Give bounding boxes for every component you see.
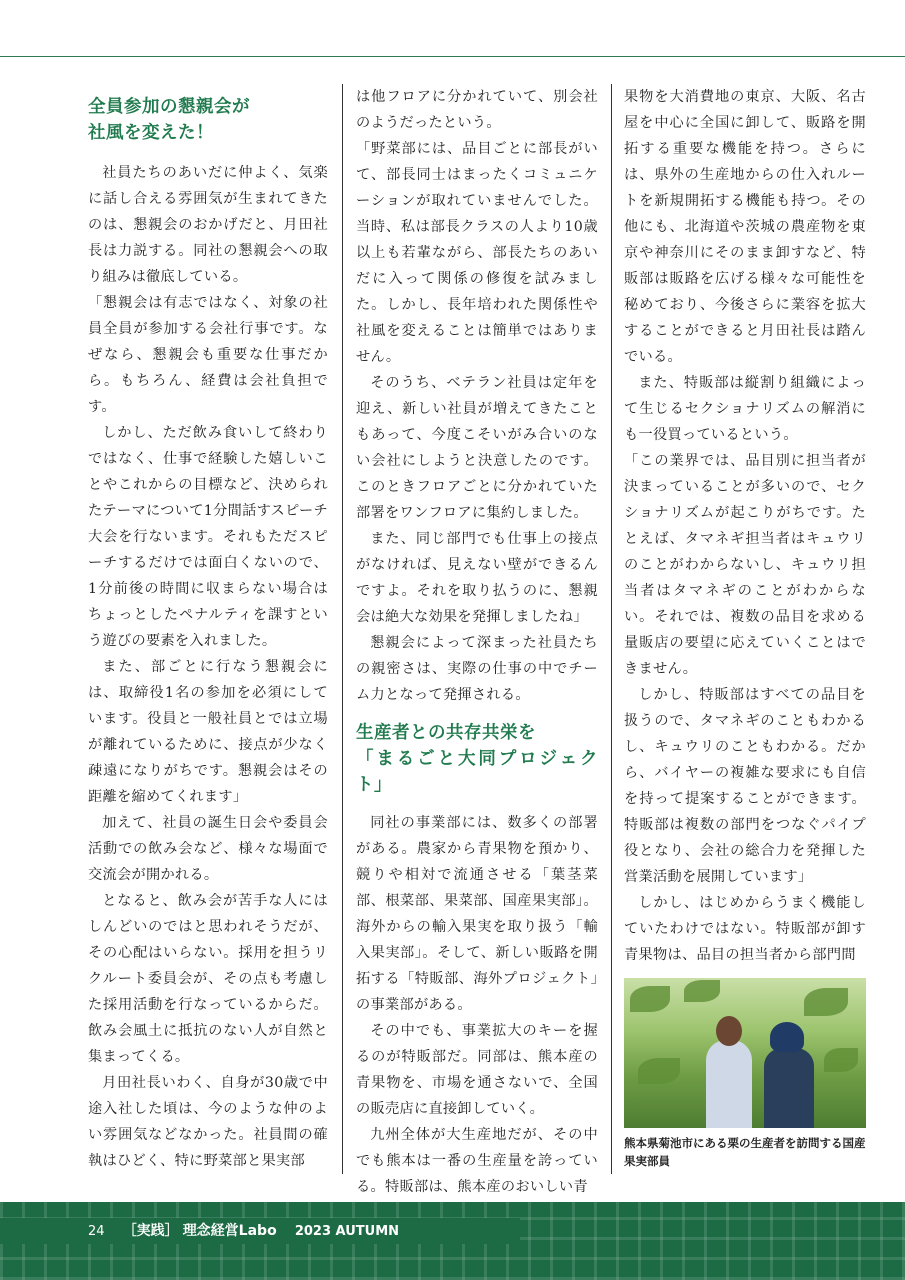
top-rule — [0, 56, 905, 57]
paragraph: 「この業界では、品目別に担当者が決まっていることが多いので、セクショナリズムが起こりがちです。たとえば、タマネギ担当者はキュウリのことがわからないし、キュウリ担当者はタマネギのことがわからない。それでは、複数の品目を求める量販店の要望に応えていくことはできません。 — [624, 453, 866, 677]
article-column-1 — [88, 84, 328, 1174]
leaf-shape — [804, 988, 848, 1016]
heading-line: 生産者との共存共栄を — [356, 723, 536, 743]
leaf-shape — [824, 1048, 858, 1072]
paragraph: 果物を大消費地の東京、大阪、名古屋を中心に全国に卸して、販路を開拓する重要な機能を持つ。さらには、県外の生産地からの仕入れルートを新規開拓する機能も持つ。その他にも、北海道や茨城の農産物を東京や神奈川にそのまま卸すなど、特販部は販路を広げる様々な可能性を秘めており、今後さらに業容を拡大することができると月田社長は踏んでいる。 — [624, 89, 866, 365]
magazine-name: 理念経営Labo — [182, 1223, 277, 1239]
paragraph: 「懇親会は有志ではなく、対象の社員全員が参加する会社行事です。なぜなら、懇親会も重要な仕事だから。もちろん、経費は会社負担です。 — [88, 295, 328, 415]
page-number: 24 — [88, 1224, 105, 1239]
paragraph: 月田社長いわく、自身が30歳で中途入社した頃は、今のような仲のよい雰囲気などなかった。社員間の確執はひどく、特に野菜部と果実部 — [88, 1075, 328, 1169]
paragraph: となると、飲み会が苦手な人にはしんどいのではと思われそうだが、その心配はいらない。採用を担うリクルート委員会が、その点も考慮した採用活動を行なっているからだ。飲み会風土に抵抗のない人が自然と集まってくる。 — [88, 893, 328, 1065]
paragraph: また、特販部は縦割り組織によって生じるセクショナリズムの解消にも一役買っているという。 — [624, 375, 866, 443]
person-head-hat — [770, 1022, 804, 1052]
paragraph: しかし、特販部はすべての品目を扱うので、タマネギのこともわかるし、キュウリのこともわかる。だから、バイヤーの複雑な要求にも自信を持って提案することができます。特販部は複数の部門をつなぐパイプ役となり、会社の総合力を発揮した営業活動を展開しています」 — [624, 687, 866, 885]
heading-line: 全員参加の懇親会が — [88, 97, 250, 117]
heading-line: 「まるごと大同プロジェクト」 — [356, 749, 598, 795]
leaf-shape — [684, 980, 720, 1002]
paragraph: 九州全体が大生産地だが、その中でも熊本は一番の生産量を誇っている。特販部は、熊本産のおいしい青 — [356, 1127, 598, 1195]
section-label: ［実践］ — [122, 1223, 179, 1239]
paragraph: その中でも、事業拡大のキーを握るのが特販部だ。同部は、熊本産の青果物を、市場を通さないで、全国の販売店に直接卸していく。 — [356, 1023, 598, 1117]
column-divider — [342, 84, 343, 1174]
article-column-3 — [624, 84, 866, 968]
person-figure — [764, 1048, 814, 1128]
paragraph: 社員たちのあいだに仲よく、気楽に話し合える雰囲気が生まれてきたのは、懇親会のおかげだと、月田社長は力説する。同社の懇親会への取り組みは徹底している。 — [88, 165, 328, 285]
article-photo — [624, 978, 866, 1128]
footer — [88, 1221, 413, 1242]
leaf-shape — [638, 1058, 680, 1084]
column-divider — [611, 84, 612, 1174]
paragraph: また、同じ部門でも仕事上の接点がなければ、見えない壁ができるんですよ。それを取り払うのに、懇親会は絶大な効果を発揮しましたね」 — [356, 531, 598, 625]
paragraph: しかし、はじめからうまく機能していたわけではない。特販部が卸す青果物は、品目の担当者から部門間 — [624, 895, 866, 963]
paragraph: 「野菜部には、品目ごとに部長がいて、部長同士はまったくコミュニケーションが取れていませんでした。当時、私は部長クラスの人より10歳以上も若輩ながら、部長たちのあいだに入って関係の修復を試みました。しかし、長年培われた関係性や社風を変えることは簡単ではありません。 — [356, 141, 598, 365]
heading-line: 社風を変えた！ — [88, 123, 214, 143]
issue-label: 2023 AUTUMN — [294, 1224, 400, 1239]
paragraph: また、部ごとに行なう懇親会には、取締役1名の参加を必須にしています。役員と一般社員とでは立場が離れているために、接点が少なく疎遠になりがちです。懇親会はその距離を縮めてくれます」 — [88, 659, 328, 805]
person-head — [716, 1016, 742, 1046]
photo-caption: 熊本県菊池市にある栗の生産者を訪問する国産果実部員 — [624, 1136, 866, 1168]
paragraph: 同社の事業部には、数多くの部署がある。農家から青果物を預かり、競りや相対で流通させる「葉茎菜部、根菜部、果菜部、国産果実部」。海外からの輸入果実を取り扱う「輸入果実部」。そして、新しい販路を開拓する「特販部、海外プロジェクト」の事業部がある。 — [356, 815, 598, 1013]
leaf-shape — [630, 986, 670, 1012]
paragraph: は他フロアに分かれていて、別会社のようだったという。 — [356, 89, 598, 131]
magazine-title — [123, 1223, 277, 1239]
paragraph: しかし、ただ飲み食いして終わりではなく、仕事で経験した嬉しいことやこれからの目標など、決められたテーマについて1分間話すスピーチ大会を行ないます。それもただスピーチするだけでは面白くないので、1分前後の時間に収まらない場合はちょっとしたペナルティを課すという遊びの要素を入れました。 — [88, 425, 328, 649]
paragraph: 懇親会によって深まった社員たちの親密さは、実際の仕事の中でチーム力となって発揮される。 — [356, 635, 598, 703]
paragraph: そのうち、ベテラン社員は定年を迎え、新しい社員が増えてきたこともあって、今度こそいがみ合いのない会社にしようと決意したのです。このときフロアごとに分かれていた部署をワンフロアに集約しました。 — [356, 375, 598, 521]
section-heading-2 — [356, 720, 598, 798]
article-column-2 — [356, 84, 598, 1200]
paragraph: 加えて、社員の誕生日会や委員会活動での飲み会など、様々な場面で交流会が開かれる。 — [88, 815, 328, 883]
section-heading-1 — [88, 94, 328, 146]
person-figure — [706, 1040, 752, 1128]
